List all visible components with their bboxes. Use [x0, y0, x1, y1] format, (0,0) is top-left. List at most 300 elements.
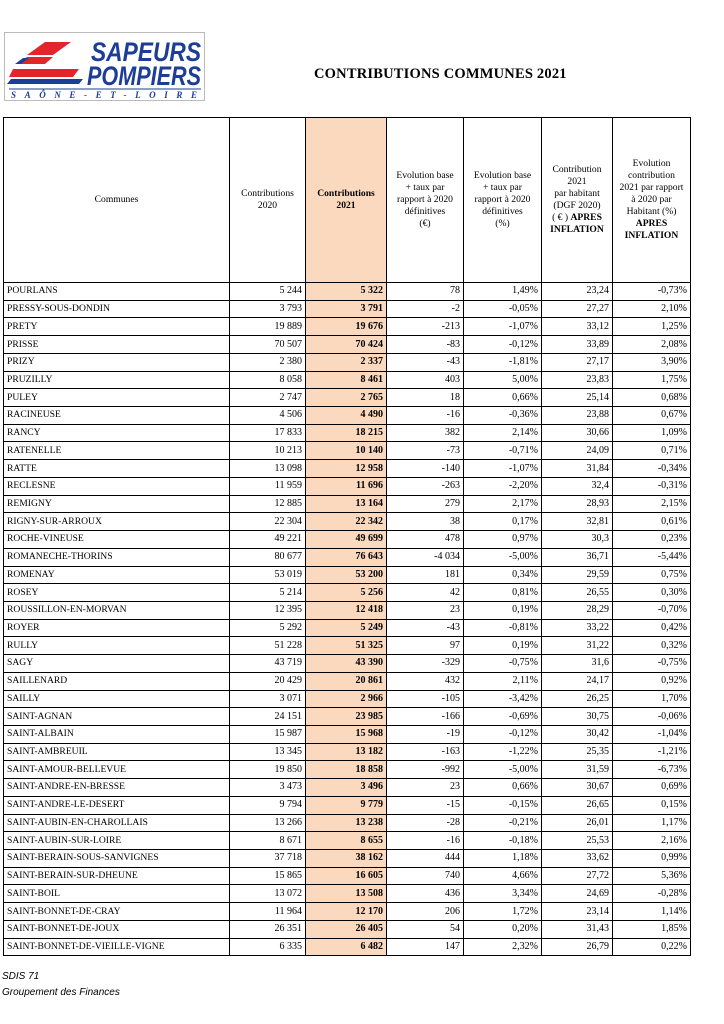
- contribution-2021-cell: 49 699: [306, 531, 387, 549]
- evolution-per-habitant-cell: -0,28%: [613, 885, 691, 903]
- page-title: CONTRIBUTIONS COMMUNES 2021: [314, 66, 567, 82]
- evolution-percent-cell: 0,20%: [464, 920, 542, 938]
- contribution-2020-cell: 5 244: [230, 283, 306, 301]
- header-evolution-per-habitant: Evolution contribution 2021 par rapport à 2020 par Habitant (%) APRES INFLATION: [613, 118, 691, 283]
- contribution-2021-cell: 51 325: [306, 637, 387, 655]
- commune-name-cell: SAINT-BONNET-DE-JOUX: [4, 920, 230, 938]
- contribution-2021-cell: 76 643: [306, 548, 387, 566]
- contribution-per-habitant-cell: 33,62: [542, 850, 613, 868]
- contribution-2020-cell: 22 304: [230, 513, 306, 531]
- evolution-per-habitant-cell: 0,75%: [613, 566, 691, 584]
- evolution-percent-cell: 0,34%: [464, 566, 542, 584]
- evolution-euro-cell: 42: [387, 584, 464, 602]
- evolution-percent-cell: -3,42%: [464, 690, 542, 708]
- contribution-2021-cell: 12 958: [306, 460, 387, 478]
- evolution-euro-cell: 382: [387, 424, 464, 442]
- contribution-2020-cell: 43 719: [230, 655, 306, 673]
- table-row: [4, 743, 691, 761]
- header-communes: Communes: [4, 118, 230, 283]
- evolution-euro-cell: -166: [387, 708, 464, 726]
- table-row: [4, 371, 691, 389]
- table-row: [4, 938, 691, 956]
- evolution-percent-cell: 4,66%: [464, 867, 542, 885]
- evolution-percent-cell: -0,18%: [464, 832, 542, 850]
- evolution-euro-cell: 206: [387, 903, 464, 921]
- evolution-per-habitant-cell: -0,73%: [613, 283, 691, 301]
- evolution-percent-cell: -0,15%: [464, 796, 542, 814]
- contribution-2020-cell: 12 885: [230, 495, 306, 513]
- evolution-euro-cell: -73: [387, 442, 464, 460]
- evolution-percent-cell: 1,18%: [464, 850, 542, 868]
- evolution-percent-cell: -0,12%: [464, 725, 542, 743]
- evolution-euro-cell: 478: [387, 531, 464, 549]
- contribution-2020-cell: 2 380: [230, 353, 306, 371]
- table-row: [4, 619, 691, 637]
- evolution-euro-cell: 23: [387, 601, 464, 619]
- contribution-2020-cell: 70 507: [230, 336, 306, 354]
- evolution-percent-cell: -0,75%: [464, 655, 542, 673]
- commune-name-cell: RATENELLE: [4, 442, 230, 460]
- logo-line-pompiers: POMPIERS: [87, 61, 201, 91]
- evolution-euro-cell: -2: [387, 300, 464, 318]
- contribution-2021-cell: 12 418: [306, 601, 387, 619]
- contribution-2020-cell: 19 889: [230, 318, 306, 336]
- table-row: [4, 477, 691, 495]
- evolution-percent-cell: 2,17%: [464, 495, 542, 513]
- table-row: [4, 531, 691, 549]
- contribution-per-habitant-cell: 31,43: [542, 920, 613, 938]
- evolution-percent-cell: -2,20%: [464, 477, 542, 495]
- evolution-percent-cell: -0,21%: [464, 814, 542, 832]
- contribution-2020-cell: 3 473: [230, 779, 306, 797]
- contribution-2020-cell: 10 213: [230, 442, 306, 460]
- contribution-2020-cell: 15 865: [230, 867, 306, 885]
- table-row: [4, 407, 691, 425]
- evolution-euro-cell: -28: [387, 814, 464, 832]
- evolution-euro-cell: -43: [387, 619, 464, 637]
- evolution-per-habitant-cell: 0,42%: [613, 619, 691, 637]
- evolution-percent-cell: -5,00%: [464, 761, 542, 779]
- contribution-per-habitant-cell: 25,35: [542, 743, 613, 761]
- contribution-2020-cell: 24 151: [230, 708, 306, 726]
- table-row: [4, 920, 691, 938]
- contribution-2020-cell: 9 794: [230, 796, 306, 814]
- commune-name-cell: PRIZY: [4, 353, 230, 371]
- evolution-per-habitant-cell: 2,08%: [613, 336, 691, 354]
- table-row: [4, 708, 691, 726]
- contribution-per-habitant-cell: 29,59: [542, 566, 613, 584]
- evolution-euro-cell: 403: [387, 371, 464, 389]
- contribution-2020-cell: 5 292: [230, 619, 306, 637]
- contribution-2021-cell: 53 200: [306, 566, 387, 584]
- table-row: [4, 796, 691, 814]
- commune-name-cell: SAILLENARD: [4, 672, 230, 690]
- evolution-euro-cell: 436: [387, 885, 464, 903]
- contribution-2021-cell: 22 342: [306, 513, 387, 531]
- evolution-euro-cell: -15: [387, 796, 464, 814]
- contribution-2020-cell: 13 098: [230, 460, 306, 478]
- commune-name-cell: ROMANECHE-THORINS: [4, 548, 230, 566]
- contribution-2021-cell: 13 182: [306, 743, 387, 761]
- evolution-euro-cell: -16: [387, 407, 464, 425]
- evolution-per-habitant-cell: 3,90%: [613, 353, 691, 371]
- evolution-euro-cell: -16: [387, 832, 464, 850]
- contribution-per-habitant-cell: 30,42: [542, 725, 613, 743]
- evolution-per-habitant-cell: -5,44%: [613, 548, 691, 566]
- commune-name-cell: ROYER: [4, 619, 230, 637]
- commune-name-cell: SAILLY: [4, 690, 230, 708]
- contribution-2020-cell: 37 718: [230, 850, 306, 868]
- contribution-per-habitant-cell: 31,22: [542, 637, 613, 655]
- contribution-2020-cell: 19 850: [230, 761, 306, 779]
- evolution-percent-cell: 0,66%: [464, 779, 542, 797]
- contribution-2021-cell: 43 390: [306, 655, 387, 673]
- evolution-percent-cell: 5,00%: [464, 371, 542, 389]
- contribution-per-habitant-cell: 32,4: [542, 477, 613, 495]
- commune-name-cell: SAINT-BERAIN-SOUS-SANVIGNES: [4, 850, 230, 868]
- contribution-2021-cell: 8 461: [306, 371, 387, 389]
- commune-name-cell: PRUZILLY: [4, 371, 230, 389]
- header-evolution-euro: Evolution base + taux par rapport à 2020 définitives (€): [387, 118, 464, 283]
- contribution-2021-cell: 70 424: [306, 336, 387, 354]
- commune-name-cell: SAINT-AUBIN-EN-CHAROLLAIS: [4, 814, 230, 832]
- evolution-per-habitant-cell: 0,67%: [613, 407, 691, 425]
- evolution-percent-cell: -0,05%: [464, 300, 542, 318]
- evolution-euro-cell: -19: [387, 725, 464, 743]
- evolution-per-habitant-cell: -1,04%: [613, 725, 691, 743]
- commune-name-cell: RULLY: [4, 637, 230, 655]
- table-row: [4, 850, 691, 868]
- evolution-per-habitant-cell: 0,69%: [613, 779, 691, 797]
- contribution-per-habitant-cell: 31,59: [542, 761, 613, 779]
- commune-name-cell: PRISSE: [4, 336, 230, 354]
- contribution-per-habitant-cell: 26,25: [542, 690, 613, 708]
- evolution-per-habitant-cell: 0,92%: [613, 672, 691, 690]
- commune-name-cell: SAGY: [4, 655, 230, 673]
- evolution-per-habitant-cell: 0,61%: [613, 513, 691, 531]
- evolution-per-habitant-cell: -0,70%: [613, 601, 691, 619]
- contribution-per-habitant-cell: 36,71: [542, 548, 613, 566]
- table-row: [4, 779, 691, 797]
- evolution-euro-cell: 740: [387, 867, 464, 885]
- contribution-2020-cell: 13 072: [230, 885, 306, 903]
- contribution-2021-cell: 18 215: [306, 424, 387, 442]
- contribution-2020-cell: 26 351: [230, 920, 306, 938]
- commune-name-cell: SAINT-ALBAIN: [4, 725, 230, 743]
- table-row: [4, 672, 691, 690]
- table-header-row: [4, 118, 691, 283]
- evolution-percent-cell: 3,34%: [464, 885, 542, 903]
- contribution-2021-cell: 3 496: [306, 779, 387, 797]
- table-row: [4, 318, 691, 336]
- commune-name-cell: PRETY: [4, 318, 230, 336]
- evolution-per-habitant-cell: -0,31%: [613, 477, 691, 495]
- table-row: [4, 601, 691, 619]
- evolution-percent-cell: -0,81%: [464, 619, 542, 637]
- contribution-2021-cell: 18 858: [306, 761, 387, 779]
- commune-name-cell: RATTE: [4, 460, 230, 478]
- evolution-per-habitant-cell: 0,68%: [613, 389, 691, 407]
- contribution-2021-cell: 26 405: [306, 920, 387, 938]
- footer-department: Groupement des Finances: [2, 987, 120, 998]
- contribution-2021-cell: 3 791: [306, 300, 387, 318]
- commune-name-cell: SAINT-BONNET-DE-VIEILLE-VIGNE: [4, 938, 230, 956]
- evolution-euro-cell: -140: [387, 460, 464, 478]
- table-row: [4, 336, 691, 354]
- contribution-2020-cell: 17 833: [230, 424, 306, 442]
- contribution-2021-cell: 13 508: [306, 885, 387, 903]
- evolution-euro-cell: -992: [387, 761, 464, 779]
- evolution-per-habitant-cell: -0,06%: [613, 708, 691, 726]
- commune-name-cell: REMIGNY: [4, 495, 230, 513]
- commune-name-cell: ROCHE-VINEUSE: [4, 531, 230, 549]
- evolution-percent-cell: -1,07%: [464, 318, 542, 336]
- evolution-euro-cell: 23: [387, 779, 464, 797]
- evolution-per-habitant-cell: 0,22%: [613, 938, 691, 956]
- evolution-percent-cell: 0,97%: [464, 531, 542, 549]
- evolution-percent-cell: -0,69%: [464, 708, 542, 726]
- contribution-2021-cell: 8 655: [306, 832, 387, 850]
- contribution-2021-cell: 20 861: [306, 672, 387, 690]
- contribution-2021-cell: 13 238: [306, 814, 387, 832]
- contribution-2020-cell: 20 429: [230, 672, 306, 690]
- table-row: [4, 814, 691, 832]
- evolution-per-habitant-cell: 1,70%: [613, 690, 691, 708]
- table-row: [4, 725, 691, 743]
- evolution-per-habitant-cell: 2,15%: [613, 495, 691, 513]
- table-row: [4, 460, 691, 478]
- evolution-percent-cell: -5,00%: [464, 548, 542, 566]
- table-row: [4, 655, 691, 673]
- header-contribution-per-habitant: Contribution 2021 par habitant (DGF 2020) ( € ) APRES INFLATION: [542, 118, 613, 283]
- evolution-euro-cell: 18: [387, 389, 464, 407]
- table-row: [4, 885, 691, 903]
- contribution-2020-cell: 3 071: [230, 690, 306, 708]
- contribution-per-habitant-cell: 27,72: [542, 867, 613, 885]
- evolution-percent-cell: -1,07%: [464, 460, 542, 478]
- logo-region: SAÔNE-ET-LOIRE: [11, 90, 197, 100]
- evolution-euro-cell: 38: [387, 513, 464, 531]
- contribution-2021-cell: 23 985: [306, 708, 387, 726]
- evolution-per-habitant-cell: 0,23%: [613, 531, 691, 549]
- commune-name-cell: SAINT-BERAIN-SUR-DHEUNE: [4, 867, 230, 885]
- contribution-2020-cell: 13 266: [230, 814, 306, 832]
- contribution-2020-cell: 8 671: [230, 832, 306, 850]
- commune-name-cell: PULEY: [4, 389, 230, 407]
- evolution-percent-cell: -0,71%: [464, 442, 542, 460]
- evolution-euro-cell: -329: [387, 655, 464, 673]
- contribution-per-habitant-cell: 30,75: [542, 708, 613, 726]
- commune-name-cell: ROMENAY: [4, 566, 230, 584]
- contribution-2021-cell: 13 164: [306, 495, 387, 513]
- contribution-per-habitant-cell: 25,14: [542, 389, 613, 407]
- contribution-2021-cell: 10 140: [306, 442, 387, 460]
- evolution-per-habitant-cell: 1,17%: [613, 814, 691, 832]
- contribution-2020-cell: 8 058: [230, 371, 306, 389]
- evolution-percent-cell: 2,14%: [464, 424, 542, 442]
- table-row: [4, 548, 691, 566]
- footer: [2, 969, 120, 1001]
- contribution-per-habitant-cell: 26,79: [542, 938, 613, 956]
- contribution-2020-cell: 3 793: [230, 300, 306, 318]
- evolution-euro-cell: -213: [387, 318, 464, 336]
- commune-name-cell: RACINEUSE: [4, 407, 230, 425]
- evolution-per-habitant-cell: 0,30%: [613, 584, 691, 602]
- contribution-2021-cell: 9 779: [306, 796, 387, 814]
- contribution-2021-cell: 19 676: [306, 318, 387, 336]
- evolution-per-habitant-cell: 2,10%: [613, 300, 691, 318]
- evolution-per-habitant-cell: -6,73%: [613, 761, 691, 779]
- header-contributions-2020: Contributions 2020: [230, 118, 306, 283]
- contribution-2020-cell: 11 959: [230, 477, 306, 495]
- contribution-2021-cell: 11 696: [306, 477, 387, 495]
- table-row: [4, 300, 691, 318]
- table-row: [4, 761, 691, 779]
- contribution-per-habitant-cell: 24,09: [542, 442, 613, 460]
- contribution-per-habitant-cell: 27,27: [542, 300, 613, 318]
- evolution-percent-cell: 0,81%: [464, 584, 542, 602]
- evolution-euro-cell: 279: [387, 495, 464, 513]
- evolution-euro-cell: 54: [387, 920, 464, 938]
- commune-name-cell: PRESSY-SOUS-DONDIN: [4, 300, 230, 318]
- evolution-euro-cell: 147: [387, 938, 464, 956]
- commune-name-cell: SAINT-AMBREUIL: [4, 743, 230, 761]
- table-row: [4, 513, 691, 531]
- commune-name-cell: RANCY: [4, 424, 230, 442]
- commune-name-cell: RIGNY-SUR-ARROUX: [4, 513, 230, 531]
- evolution-per-habitant-cell: 1,14%: [613, 903, 691, 921]
- table-row: [4, 584, 691, 602]
- table-row: [4, 353, 691, 371]
- table-row: [4, 690, 691, 708]
- evolution-per-habitant-cell: 1,09%: [613, 424, 691, 442]
- evolution-percent-cell: 0,17%: [464, 513, 542, 531]
- evolution-euro-cell: -163: [387, 743, 464, 761]
- contribution-2021-cell: 5 256: [306, 584, 387, 602]
- table-row: [4, 867, 691, 885]
- table-row: [4, 903, 691, 921]
- contribution-per-habitant-cell: 25,53: [542, 832, 613, 850]
- evolution-percent-cell: 0,19%: [464, 637, 542, 655]
- evolution-percent-cell: 1,72%: [464, 903, 542, 921]
- evolution-per-habitant-cell: 1,75%: [613, 371, 691, 389]
- contribution-2021-cell: 12 170: [306, 903, 387, 921]
- contributions-table: [3, 117, 691, 956]
- contribution-per-habitant-cell: 24,17: [542, 672, 613, 690]
- evolution-per-habitant-cell: 0,15%: [613, 796, 691, 814]
- contribution-per-habitant-cell: 26,65: [542, 796, 613, 814]
- contribution-2020-cell: 80 677: [230, 548, 306, 566]
- commune-name-cell: SAINT-BONNET-DE-CRAY: [4, 903, 230, 921]
- evolution-euro-cell: 97: [387, 637, 464, 655]
- contribution-2021-cell: 5 249: [306, 619, 387, 637]
- contribution-2021-cell: 2 337: [306, 353, 387, 371]
- table-row: [4, 389, 691, 407]
- contribution-per-habitant-cell: 26,01: [542, 814, 613, 832]
- contribution-per-habitant-cell: 33,89: [542, 336, 613, 354]
- contribution-per-habitant-cell: 23,24: [542, 283, 613, 301]
- evolution-percent-cell: -1,22%: [464, 743, 542, 761]
- table-row: [4, 832, 691, 850]
- evolution-euro-cell: -4 034: [387, 548, 464, 566]
- evolution-per-habitant-cell: 0,71%: [613, 442, 691, 460]
- contribution-per-habitant-cell: 26,55: [542, 584, 613, 602]
- contribution-2020-cell: 15 987: [230, 725, 306, 743]
- evolution-percent-cell: -1,81%: [464, 353, 542, 371]
- evolution-per-habitant-cell: 0,99%: [613, 850, 691, 868]
- contribution-per-habitant-cell: 28,93: [542, 495, 613, 513]
- contribution-per-habitant-cell: 23,14: [542, 903, 613, 921]
- red-stripes-icon: [9, 42, 79, 77]
- logo-line-sapeurs: SAPEURS: [91, 37, 201, 67]
- contribution-per-habitant-cell: 33,22: [542, 619, 613, 637]
- commune-name-cell: RECLESNE: [4, 477, 230, 495]
- evolution-per-habitant-cell: 1,85%: [613, 920, 691, 938]
- contribution-2020-cell: 12 395: [230, 601, 306, 619]
- contribution-2021-cell: 38 162: [306, 850, 387, 868]
- evolution-euro-cell: -83: [387, 336, 464, 354]
- evolution-per-habitant-cell: -1,21%: [613, 743, 691, 761]
- evolution-percent-cell: 0,19%: [464, 601, 542, 619]
- evolution-percent-cell: 2,32%: [464, 938, 542, 956]
- contribution-2020-cell: 2 747: [230, 389, 306, 407]
- evolution-euro-cell: -105: [387, 690, 464, 708]
- contribution-2020-cell: 4 506: [230, 407, 306, 425]
- evolution-euro-cell: 78: [387, 283, 464, 301]
- commune-name-cell: SAINT-AMOUR-BELLEVUE: [4, 761, 230, 779]
- contribution-2021-cell: 4 490: [306, 407, 387, 425]
- contribution-2021-cell: 6 482: [306, 938, 387, 956]
- evolution-euro-cell: 181: [387, 566, 464, 584]
- commune-name-cell: POURLANS: [4, 283, 230, 301]
- contribution-per-habitant-cell: 30,66: [542, 424, 613, 442]
- table-row: [4, 283, 691, 301]
- contribution-per-habitant-cell: 23,88: [542, 407, 613, 425]
- commune-name-cell: ROSEY: [4, 584, 230, 602]
- contribution-per-habitant-cell: 32,81: [542, 513, 613, 531]
- evolution-euro-cell: 444: [387, 850, 464, 868]
- evolution-euro-cell: -263: [387, 477, 464, 495]
- contribution-per-habitant-cell: 28,29: [542, 601, 613, 619]
- contribution-2020-cell: 13 345: [230, 743, 306, 761]
- header-contributions-2021: Contributions 2021: [306, 118, 387, 283]
- evolution-per-habitant-cell: 5,36%: [613, 867, 691, 885]
- evolution-euro-cell: -43: [387, 353, 464, 371]
- contribution-2020-cell: 5 214: [230, 584, 306, 602]
- sdis-logo: [4, 32, 205, 101]
- contribution-per-habitant-cell: 23,83: [542, 371, 613, 389]
- contribution-2020-cell: 53 019: [230, 566, 306, 584]
- table-row: [4, 495, 691, 513]
- contribution-2021-cell: 2 966: [306, 690, 387, 708]
- header-evolution-percent: Evolution base + taux par rapport à 2020 définitives (%): [464, 118, 542, 283]
- evolution-percent-cell: 2,11%: [464, 672, 542, 690]
- table-row: [4, 566, 691, 584]
- contribution-per-habitant-cell: 30,3: [542, 531, 613, 549]
- contribution-per-habitant-cell: 31,84: [542, 460, 613, 478]
- contribution-2020-cell: 6 335: [230, 938, 306, 956]
- footer-org: SDIS 71: [2, 971, 40, 982]
- commune-name-cell: SAINT-BOIL: [4, 885, 230, 903]
- contribution-2020-cell: 11 964: [230, 903, 306, 921]
- contribution-2020-cell: 49 221: [230, 531, 306, 549]
- contribution-2021-cell: 15 968: [306, 725, 387, 743]
- contribution-per-habitant-cell: 24,69: [542, 885, 613, 903]
- evolution-percent-cell: -0,36%: [464, 407, 542, 425]
- evolution-per-habitant-cell: 2,16%: [613, 832, 691, 850]
- sapeurs-pompiers-emblem: [5, 33, 204, 100]
- contribution-per-habitant-cell: 27,17: [542, 353, 613, 371]
